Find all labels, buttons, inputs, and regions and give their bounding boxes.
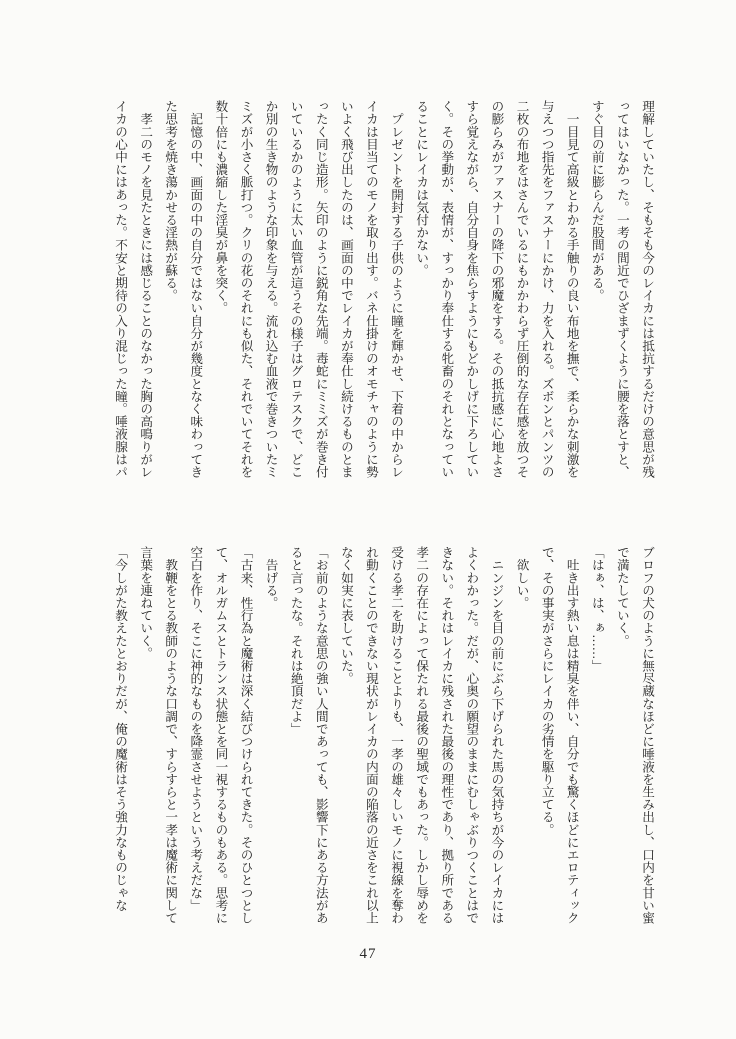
text-line: て、オルガムスとトランス状態とを同一視するものもある。思考に [213, 546, 228, 924]
text-line: の膨らみがファスナーの降下の邪魔をする。その抵抗感に心地よさ [489, 100, 504, 478]
text-line: 孝二のモノを見たときには感じることのなかった胸の高鳴りがレ [138, 100, 153, 478]
text-line: きない。それはレイカに残された最後の理性であり、拠り所である [439, 546, 454, 924]
text-line: 欲しい。 [514, 546, 529, 609]
text-line: 与えつつ指先をファスナーにかけ、力を入れる。ズボンとパンツの [539, 100, 554, 478]
text-line: 告げる。 [263, 546, 278, 609]
top-text-block [107, 100, 659, 484]
text-line: いているかのように太い血管が這うその様子はグロテスクで、どこ [288, 100, 303, 478]
bottom-text-block [107, 546, 659, 930]
text-line: 空白を作り、そこに神的なものを降霊させようという考えだな」 [188, 546, 203, 912]
text-line: 二枚の布地をはさんでいるにもかかわらず圧倒的な存在感を放つそ [514, 100, 529, 478]
text-line: で満たしていく。 [614, 546, 629, 647]
text-line: 教鞭をとる教師のような口調で、すらすらと一孝は魔術に関して [163, 546, 178, 924]
text-line: すぐ目の前に膨らんだ股間がある。 [589, 100, 604, 302]
text-line: ニンジンを目の前にぶら下げられた馬の気持ちが今のレイカには [489, 546, 504, 924]
text-line: イカの心中にはあった。不安と期待の入り混じった瞳。唾液腺はパ [113, 100, 128, 478]
page-number: 47 [359, 946, 377, 962]
text-line: れ動くことのできない現状がレイカの内面の陥落の近さをこれ以上 [363, 546, 378, 924]
text-line: く。その挙動が、表情が、すっかり奉仕する牝畜のそれとなってい [439, 100, 454, 478]
text-line: ブロフの犬のように無尽蔵なほどに唾液を生み出し、口内を甘い蜜 [640, 546, 654, 924]
text-line: ることにレイカは気付かない。 [414, 100, 429, 277]
text-line: 「お前のような意思の強い人間であっても、影響下にある方法があ [313, 546, 328, 924]
text-line: で、その事実がさらにレイカの劣情を駆り立てる。 [539, 546, 554, 836]
text-line: よくわかった。だが、心奥の願望のままにむしゃぶりつくことはで [464, 546, 479, 924]
text-line: なく如実に表していた。 [338, 546, 353, 685]
text-line: 一目見て高級とわかる手触りの良い布地を撫で、柔らかな刺激を [564, 100, 579, 478]
text-line: 吐き出す熱い息は精臭を伴い、自分でも驚くほどにエロティック [564, 546, 579, 924]
text-line: 数十倍にも濃縮した淫臭が鼻を突く。 [213, 100, 228, 315]
text-line: ミズが小さく脈打つ。クリの花のそれにも似た、それでいてそれを [238, 100, 253, 478]
text-line: ると言ったな。それは絶頂だよ」 [288, 546, 303, 735]
text-line: いよく飛び出したのは、画面の中でレイカが奉仕し続けるものとま [338, 100, 353, 478]
text-line: すら覚えながら、自分自身を焦らすようにもどかしげに下ろしてい [464, 100, 479, 478]
text-line: 言葉を連ねていく。 [138, 546, 153, 660]
text-line: 理解していたし、そもそも今のレイカには抵抗するだけの意思が残 [640, 100, 654, 478]
text-line: か別の生き物のような印象を与える。流れ込む血液で巻きついたミ [263, 100, 278, 478]
text-line: ってはいなかった。一考の間近でひざまずくように腰を落とすと、 [614, 100, 629, 478]
text-line: 「はぁ、は、ぁ……」 [589, 546, 604, 672]
text-line: ったく同じ造形。矢印のように鋭角な先端。毒蛇にミミズが巻き付 [313, 100, 328, 478]
text-line: 孝二の存在によって保たれる最後の聖域でもあった。しかし辱めを [414, 546, 429, 924]
text-line: 記憶の中、画面の中の自分ではない自分が幾度となく味わってき [188, 100, 203, 478]
text-line: 「古来、性行為と魔術は深く結びつけられてきた。そのひとつとし [238, 546, 253, 924]
text-line: た思考を焼き蕩かせる淫熱が蘇る。 [163, 100, 178, 302]
text-line: 「今しがた教えたとおりだが、俺の魔術はそう強力なものじゃな [113, 546, 128, 912]
text-line: プレゼントを開封する子供のように瞳を輝かせ、下着の中からレ [389, 100, 404, 478]
text-line: 受ける孝二を助けることよりも、一孝の雄々しいモノに視線を奪わ [389, 546, 404, 924]
text-line: イカは目当てのモノを取り出す。バネ仕掛けのオモチャのように勢 [363, 100, 378, 478]
